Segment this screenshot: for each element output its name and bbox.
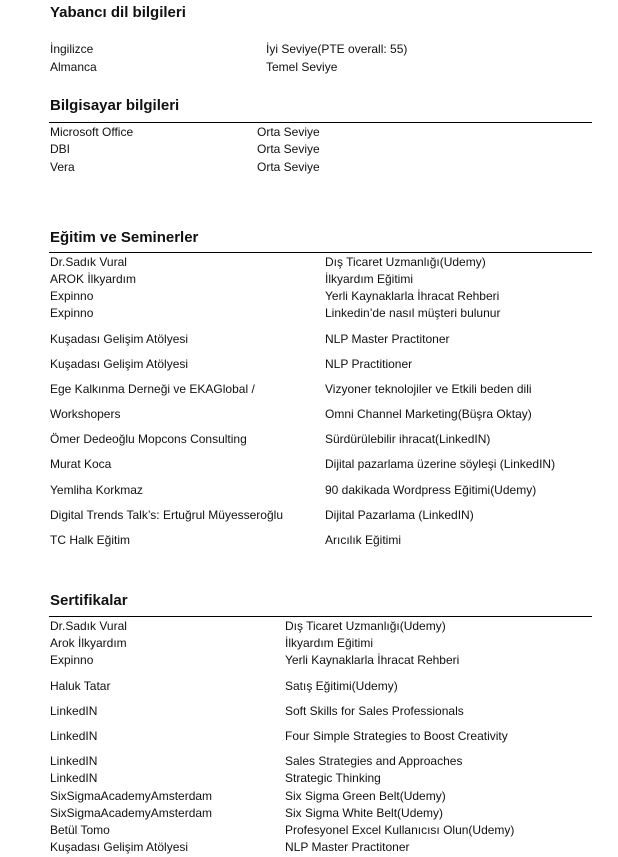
organizer-name: Expinno — [50, 289, 94, 303]
training-title: Linkedin’de nasıl müşteri bulunur — [325, 306, 501, 320]
issuer-name: LinkedIN — [50, 754, 98, 768]
training-title: Yerli Kaynaklarla İhracat Rehberi — [325, 289, 500, 303]
issuer-name: LinkedIN — [50, 771, 98, 785]
training-title: Dijital pazarlama üzerine söyleşi (LinkedIN) — [325, 457, 556, 471]
issuer-name: Kuşadası Gelişim Atölyesi — [50, 840, 189, 854]
certificate-title: Strategic Thinking — [285, 771, 381, 785]
organizer-name: Workshopers — [50, 407, 121, 421]
training-title: Arıcılık Eğitimi — [325, 533, 402, 547]
education-divider — [49, 252, 592, 253]
training-title: Omni Channel Marketing(Büşra Oktay) — [325, 407, 532, 421]
organizer-name: Yemliha Korkmaz — [50, 483, 143, 497]
certificate-title: Six Sigma White Belt(Udemy) — [285, 806, 444, 820]
training-title: Dış Ticaret Uzmanlığı(Udemy) — [325, 255, 486, 269]
certificate-title: Soft Skills for Sales Professionals — [285, 704, 464, 718]
training-title: NLP Practitioner — [325, 357, 413, 371]
issuer-name: SixSigmaAcademyAmsterdam — [50, 806, 213, 820]
language-level: İyi Seviye(PTE overall: 55) — [266, 42, 408, 56]
training-title: 90 dakikada Wordpress Eğitimi(Udemy) — [325, 483, 537, 497]
organizer-name: Expinno — [50, 306, 94, 320]
certificates-heading: Sertifikalar — [50, 592, 128, 609]
computer-heading: Bilgisayar bilgileri — [50, 97, 180, 114]
organizer-name: Dr.Sadık Vural — [50, 255, 127, 269]
software-level: Orta Seviye — [257, 160, 320, 174]
organizer-name: Murat Koca — [50, 457, 112, 471]
education-heading: Eğitim ve Seminerler — [50, 229, 199, 246]
organizer-name: TC Halk Eğitim — [50, 533, 131, 547]
language-level: Temel Seviye — [266, 60, 338, 74]
software-name: Vera — [50, 160, 75, 174]
language-name: İngilizce — [50, 42, 94, 56]
training-title: İlkyardım Eğitimi — [325, 272, 414, 286]
organizer-name: Digital Trends Talk’s: Ertuğrul Müyesseroğlu — [50, 508, 283, 522]
certificates-divider — [49, 616, 592, 617]
training-title: NLP Master Practitoner — [325, 332, 450, 346]
certificate-title: Sales Strategies and Approaches — [285, 754, 463, 768]
training-title: Vizyoner teknolojiler ve Etkili beden dili — [325, 382, 532, 396]
certificate-title: Six Sigma Green Belt(Udemy) — [285, 789, 446, 803]
certificate-title: İlkyardım Eğitimi — [285, 636, 374, 650]
certificate-title: NLP Master Practitoner — [285, 840, 410, 854]
software-name: DBI — [50, 142, 71, 156]
issuer-name: Expinno — [50, 653, 94, 667]
organizer-name: Ege Kalkınma Derneği ve EKAGlobal / — [50, 382, 255, 396]
languages-heading: Yabancı dil bilgileri — [50, 4, 186, 21]
organizer-name: AROK İlkyardım — [50, 272, 137, 286]
certificate-title: Satış Eğitimi(Udemy) — [285, 679, 398, 693]
training-title: Dijital Pazarlama (LinkedIN) — [325, 508, 474, 522]
software-level: Orta Seviye — [257, 142, 320, 156]
software-level: Orta Seviye — [257, 125, 320, 139]
training-title: Sürdürülebilir ihracat(LinkedIN) — [325, 432, 491, 446]
organizer-name: Kuşadası Gelişim Atölyesi — [50, 357, 189, 371]
issuer-name: Arok İlkyardım — [50, 636, 127, 650]
certificate-title: Four Simple Strategies to Boost Creativity — [285, 729, 508, 743]
issuer-name: SixSigmaAcademyAmsterdam — [50, 789, 213, 803]
issuer-name: Haluk Tatar — [50, 679, 111, 693]
certificate-title: Dış Ticaret Uzmanlığı(Udemy) — [285, 619, 446, 633]
issuer-name: LinkedIN — [50, 704, 98, 718]
issuer-name: Dr.Sadık Vural — [50, 619, 127, 633]
organizer-name: Ömer Dedeoğlu Mopcons Consulting — [50, 432, 247, 446]
organizer-name: Kuşadası Gelişim Atölyesi — [50, 332, 189, 346]
issuer-name: Betül Tomo — [50, 823, 110, 837]
software-name: Microsoft Office — [50, 125, 134, 139]
computer-divider — [49, 122, 592, 123]
certificate-title: Yerli Kaynaklarla İhracat Rehberi — [285, 653, 460, 667]
certificate-title: Profesyonel Excel Kullanıcısı Olun(Udemy) — [285, 823, 515, 837]
issuer-name: LinkedIN — [50, 729, 98, 743]
language-name: Almanca — [50, 60, 97, 74]
